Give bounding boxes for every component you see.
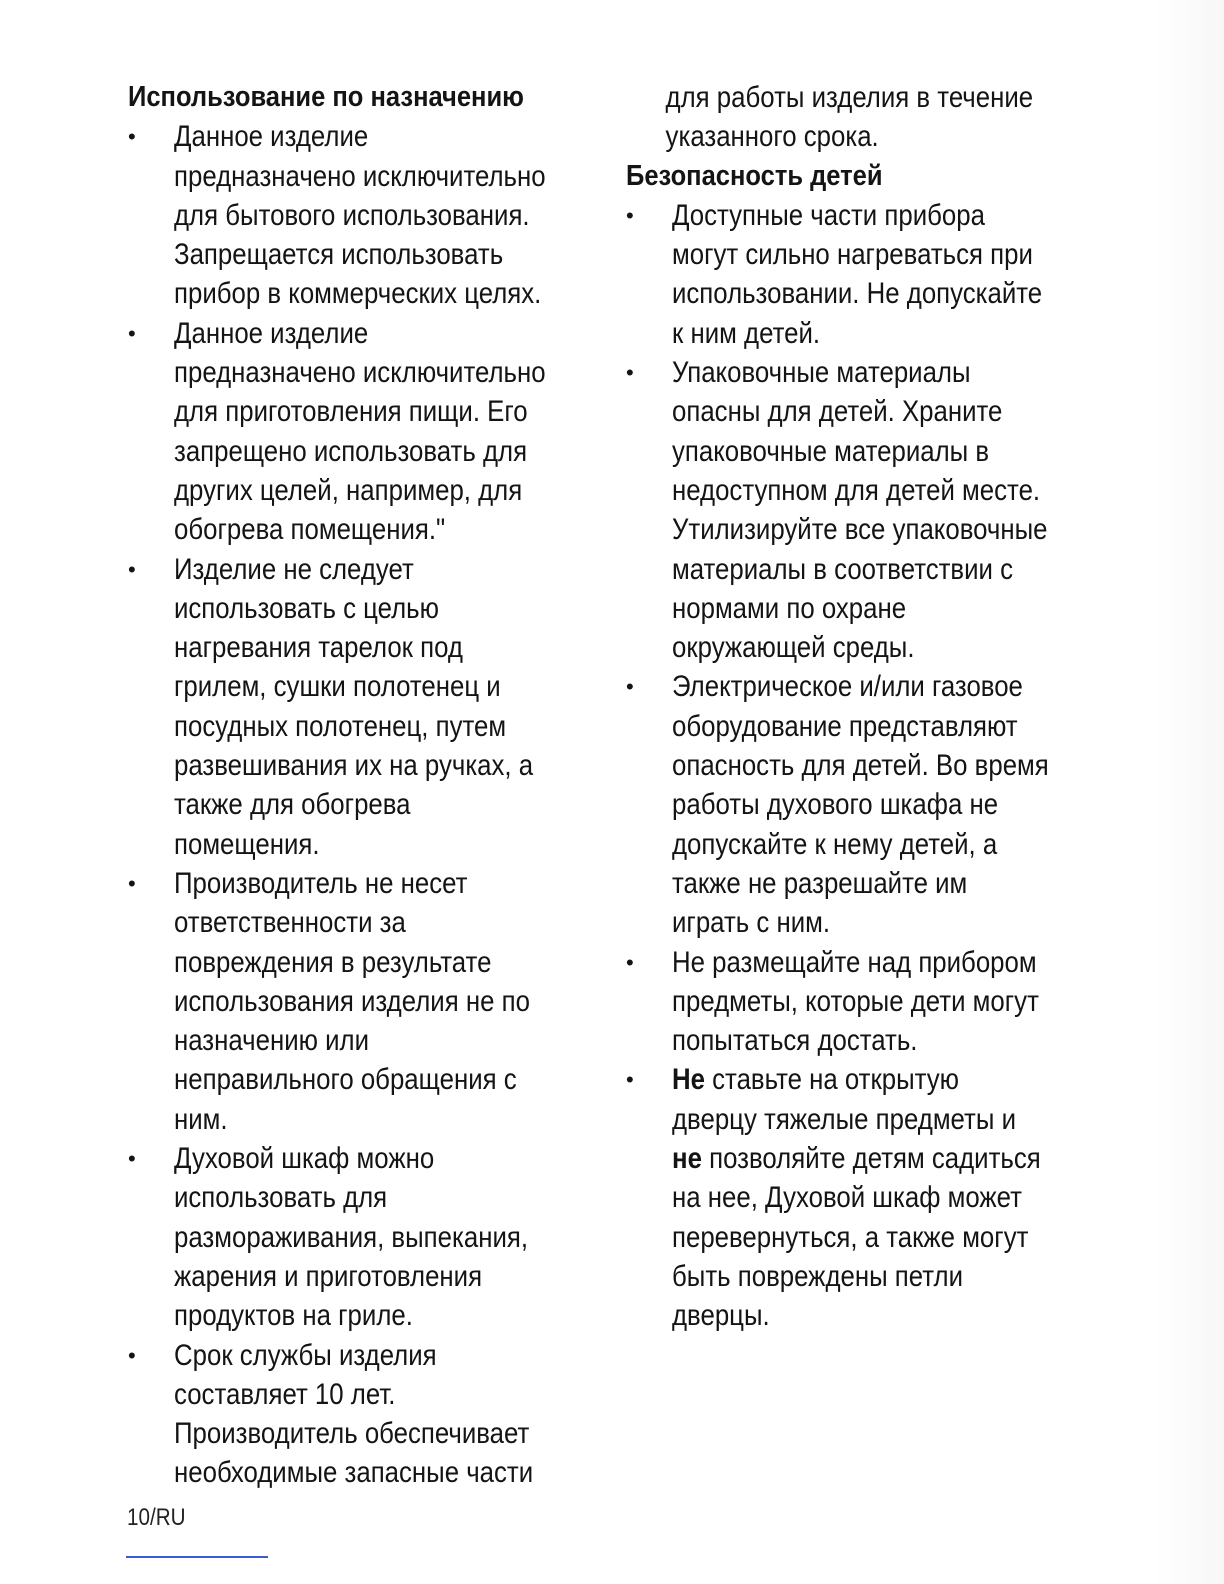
list-item (626, 943, 1106, 1061)
text-line: нагревания тарелок под (174, 631, 463, 665)
text-line: играть с ним. (672, 906, 831, 940)
text-line: нормами по охране (672, 591, 907, 625)
text-segment: ставьте на открытую (704, 1063, 960, 1097)
page-number: 10/RU (127, 1504, 186, 1531)
text-line: ответственности за (174, 906, 406, 940)
text-line: Упаковочные материалы (672, 356, 971, 390)
text-line: обогрева помещения." (174, 513, 446, 547)
text-line: запрещено использовать для (174, 434, 528, 468)
text-line: оборудование представляют (672, 709, 1018, 743)
bold-emphasis: Не (672, 1063, 705, 1097)
left-column (128, 78, 598, 1493)
page-edge-shadow (1154, 0, 1224, 1584)
section-heading-intended-use: Использование по назначению (128, 81, 524, 113)
text-line: ним. (174, 1102, 228, 1136)
text-line: Электрическое и/или газовое (672, 670, 1023, 704)
text-line: грилем, сушки полотенец и (174, 670, 501, 704)
bullet-icon: • (128, 1146, 136, 1172)
bullet-icon: • (626, 949, 634, 975)
text-line (672, 1060, 1045, 1099)
list-item (128, 1336, 598, 1493)
text-line: могут сильно нагреваться при (672, 238, 1033, 272)
text-line: посудных полотенец, путем (174, 709, 507, 743)
list-item (128, 864, 598, 1139)
text-line: других целей, например, для (174, 473, 523, 507)
text-line: окружающей среды. (672, 631, 915, 665)
bold-emphasis: не (672, 1142, 702, 1176)
text-line: для бытового использования. (174, 198, 530, 232)
text-line: Производитель обеспечивает (174, 1417, 530, 1451)
list-item (128, 550, 598, 864)
text-line: быть повреждены петли (672, 1259, 963, 1293)
bullet-icon: • (128, 870, 136, 896)
text-line: на нее, Духовой шкаф может (672, 1181, 1022, 1215)
text-line: предназначено исключительно (174, 159, 546, 193)
text-line: прибор в коммерческих целях. (174, 277, 542, 311)
text-line: перевернуться, а также могут (672, 1220, 1029, 1254)
text-line: недоступном для детей месте. (672, 473, 1041, 507)
text-line: Утилизируйте все упаковочные (672, 513, 1048, 547)
text-line: составляет 10 лет. (174, 1377, 396, 1411)
text-line: упаковочные материалы в (672, 434, 990, 468)
bullet-icon: • (128, 124, 136, 150)
bullet-icon: • (128, 556, 136, 582)
text-line: дверцы. (672, 1299, 770, 1333)
section-heading-child-safety: Безопасность детей (626, 159, 883, 192)
bullet-icon: • (626, 674, 634, 700)
intended-use-list (128, 117, 598, 1492)
text-line: использовать с целью (174, 591, 439, 625)
text-line: материалы в соответствии с (672, 552, 1014, 586)
list-item (128, 314, 598, 550)
list-item (626, 1060, 1106, 1335)
text-line: использовании. Не допускайте (672, 277, 1043, 311)
text-line: также для обогрева (174, 788, 411, 822)
text-line: опасность для детей. Во время (672, 749, 1049, 783)
text-segment: позволяйте детям садиться (701, 1142, 1041, 1176)
text-line: дверцу тяжелые предметы и (672, 1102, 1016, 1136)
text-line: Доступные части прибора (672, 198, 985, 232)
text-line: Данное изделие (174, 120, 369, 154)
text-line: размораживания, выпекания, (174, 1220, 528, 1254)
text-line: неправильного обращения с (174, 1063, 517, 1097)
bullet-icon: • (626, 202, 634, 228)
continued-paragraph (626, 78, 1106, 157)
text-line: Не размещайте над прибором (672, 945, 1037, 979)
text-line: Духовой шкаф можно (174, 1142, 435, 1176)
text-line: необходимые запасные части (174, 1456, 534, 1490)
text-line: Запрещается использовать (174, 238, 504, 272)
bullet-icon: • (128, 320, 136, 346)
text-line: работы духового шкафа не (672, 788, 999, 822)
list-item (626, 196, 1106, 353)
text-line: попытаться достать. (672, 1024, 918, 1058)
bullet-icon: • (626, 1067, 634, 1093)
text-line (672, 1139, 1045, 1178)
text-line: допускайте к нему детей, а (672, 827, 998, 861)
text-line: использования изделия не по (174, 984, 530, 1018)
text-line: развешивания их на ручках, а (174, 749, 534, 783)
footer-rule (126, 1556, 268, 1558)
text-line: использовать для (174, 1181, 388, 1215)
text-line: Изделие не следует (174, 552, 414, 586)
text-line: предназначено исключительно (174, 356, 546, 390)
list-item (626, 353, 1106, 667)
text-line: предметы, которые дети могут (672, 984, 1039, 1018)
text-line: указанного срока. (665, 120, 879, 154)
right-column (626, 78, 1106, 1336)
text-line: жарения и приготовления (174, 1259, 483, 1293)
text-line: Срок службы изделия (174, 1338, 437, 1372)
text-line: помещения. (174, 827, 320, 861)
text-line: опасны для детей. Храните (672, 395, 1003, 429)
text-line: к ним детей. (672, 316, 821, 350)
bullet-icon: • (128, 1342, 136, 1368)
text-line: Производитель не несет (174, 866, 468, 900)
child-safety-list (626, 196, 1106, 1336)
list-item (128, 1139, 598, 1335)
list-item (626, 667, 1106, 942)
text-line: повреждения в результате (174, 945, 492, 979)
bullet-icon: • (626, 360, 634, 386)
text-line: продуктов на гриле. (174, 1299, 413, 1333)
text-line: также не разрешайте им (672, 866, 968, 900)
text-line: для работы изделия в течение (665, 81, 1034, 114)
list-item (128, 117, 598, 313)
text-line: для приготовления пищи. Его (174, 395, 528, 429)
text-line: Данное изделие (174, 316, 369, 350)
text-line: назначению или (174, 1024, 370, 1058)
